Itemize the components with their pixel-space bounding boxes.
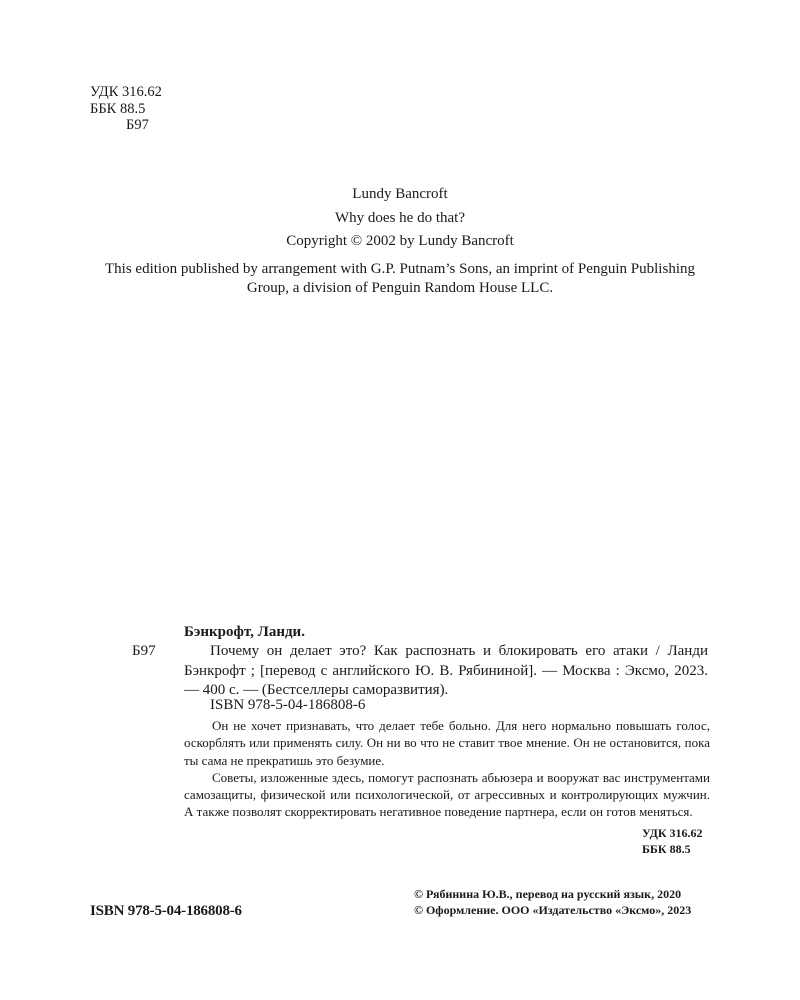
original-title: Why does he do that?: [335, 209, 465, 226]
bib-udk-code: УДК 316.62: [642, 826, 703, 840]
footer-isbn: ISBN 978-5-04-186808-6: [90, 903, 242, 919]
edition-arrangement-note: This edition published by arrangement with G.P. Putnam’s Sons, an imprint of Penguin Publishing Group, a division of Penguin Random House LLC.: [105, 260, 695, 296]
bib-isbn: ISBN 978-5-04-186808-6: [210, 697, 366, 713]
original-edition-block: [100, 183, 700, 299]
bib-author-heading: Бэнкрофт, Ланди.: [184, 624, 305, 640]
copyright-translation: © Рябинина Ю.В., перевод на русский язык, 2020: [414, 887, 682, 901]
annotation-paragraph: Советы, изложенные здесь, помогут распознать абьюзера и вооружат вас инструментами самозащиты, физической или психологической, от агрессивных и контролирующих мужчин. А также позволят скорректировать негативное поведение партнера, если он готов меняться.: [184, 769, 710, 820]
top-bbk-code: ББК 88.5: [90, 100, 146, 117]
annotation-paragraph: Он не хочет признавать, что делает тебе больно. Для него нормально повышать голос, оскорблять или применять силу. Он ни во что не ставит твое мнение. Он не остановится, пока ты сама не прекратишь это безумие.: [184, 718, 710, 768]
bib-classification-codes: [642, 826, 703, 857]
bib-author-mark: Б97: [132, 643, 156, 659]
top-udk-code: УДК 316.62: [90, 84, 162, 100]
annotation: [184, 717, 710, 821]
copyright-design: © Оформление. ООО «Издательство «Эксмо», 2023: [414, 902, 692, 917]
footer-copyrights: [414, 887, 691, 918]
bib-bbk-code: ББК 88.5: [642, 841, 691, 856]
top-author-mark: Б97: [126, 117, 149, 133]
top-classification-codes: [90, 84, 162, 134]
bib-description: Почему он делает это? Как распознать и блокировать его атаки / Ланди Бэнкрофт ; [перевод с английского Ю. В. Рябининой]. — Москва : Эксмо, 2023. — 400 с. — (Бестселлеры саморазвития).: [184, 643, 708, 698]
original-copyright: Copyright © 2002 by Lundy Bancroft: [286, 233, 514, 249]
original-author: Lundy Bancroft: [352, 186, 448, 202]
